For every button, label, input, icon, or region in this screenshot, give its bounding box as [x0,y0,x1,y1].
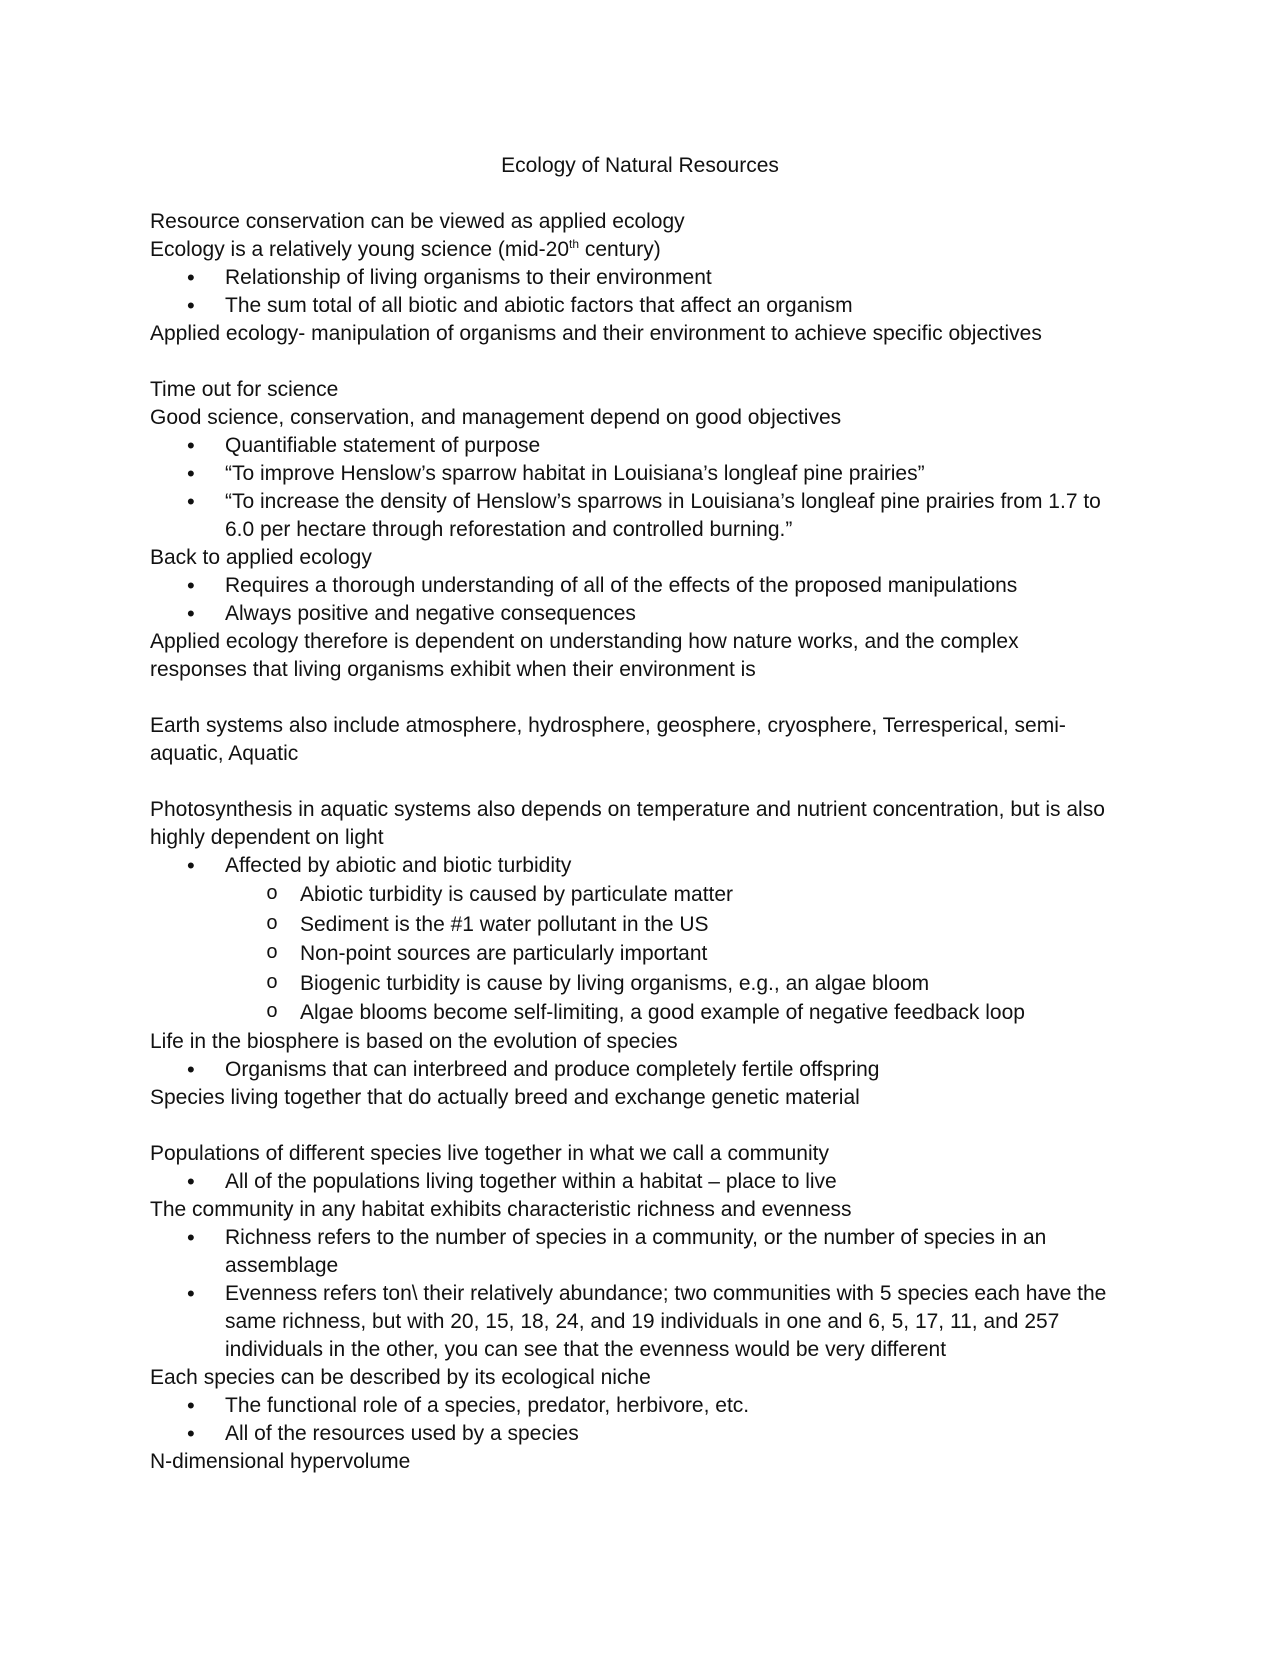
paragraph: Applied ecology therefore is dependent on understanding how nature works, and the complex responses that living organisms exhibit when their environment is [150,630,1019,681]
document-body [150,208,1120,1476]
bullet-item: • Quantifiable statement of purpose [150,432,1120,460]
bullet-list [150,1168,1120,1196]
paragraph: Applied ecology- manipulation of organisms and their environment to achieve specific objectives [150,322,1042,345]
bullet-item: • Organisms that can interbreed and produce completely fertile offspring [150,1056,1120,1084]
blank-line [150,348,1120,376]
paragraph: Life in the biosphere is based on the evolution of species [150,1029,678,1053]
bullet-list [150,1392,1120,1448]
sub-bullet-list [150,880,1120,1028]
paragraph: The community in any habitat exhibits characteristic richness and evenness [150,1197,852,1221]
bullet-item: • All of the resources used by a species [150,1420,1120,1448]
sub-bullet-item: o Algae blooms become self-limiting, a good example of negative feedback loop [150,998,1120,1028]
bullet-list [150,1224,1120,1364]
bullet-list [150,264,1120,320]
bullet-list [150,852,1120,880]
sub-bullet-item: o Non-point sources are particularly important [150,939,1120,969]
bullet-item: • Richness refers to the number of species in a community, or the number of species in an assemblage [150,1224,1120,1280]
blank-line [150,684,1120,712]
bullet-item: • Affected by abiotic and biotic turbidity [150,852,1120,880]
sub-bullet-item: o Abiotic turbidity is caused by particulate matter [150,880,1120,910]
blank-line [150,1112,1120,1140]
sub-bullet-item: o Sediment is the #1 water pollutant in the US [150,910,1120,940]
text-run: century) [579,238,661,261]
paragraph: Earth systems also include atmosphere, hydrosphere, geosphere, cryosphere, Terresperical, semi-aquatic, Aquatic [150,714,1066,765]
paragraph: Back to applied ecology [150,546,372,569]
text-run: Ecology is a relatively young science (mid-20 [150,238,570,261]
bullet-list [150,1056,1120,1084]
paragraph: Photosynthesis in aquatic systems also depends on temperature and nutrient concentration, but is also highly dependent on light [150,798,1105,849]
paragraph: Good science, conservation, and management depend on good objectives [150,406,842,429]
superscript: th [569,237,580,251]
bullet-item: • The sum total of all biotic and abiotic factors that affect an organism [150,292,1120,320]
paragraph: Resource conservation can be viewed as applied ecology [150,210,685,233]
paragraph: Populations of different species live together in what we call a community [150,1141,829,1165]
bullet-item: • The functional role of a species, predator, herbivore, etc. [150,1392,1120,1420]
bullet-list [150,432,1120,544]
bullet-item: • Always positive and negative consequences [150,600,1120,628]
blank-line [150,768,1120,796]
paragraph: Each species can be described by its ecological niche [150,1365,651,1389]
paragraph [150,236,1120,264]
paragraph: Time out for science [150,378,339,401]
bullet-item: • Requires a thorough understanding of all of the effects of the proposed manipulations [150,572,1120,600]
bullet-item: • “To improve Henslow’s sparrow habitat in Louisiana’s longleaf pine prairies” [150,460,1120,488]
bullet-item: • Evenness refers ton\ their relatively abundance; two communities with 5 species each have the same richness, but with 20, 15, 18, 24, and 19 individuals in one and 6, 5, 17, 11, and 257 individuals in the other, you can see that the evenness would be very different [150,1280,1120,1364]
bullet-item: • “To increase the density of Henslow’s sparrows in Louisiana’s longleaf pine prairies from 1.7 to 6.0 per hectare through reforestation and controlled burning.” [150,488,1120,544]
paragraph: N-dimensional hypervolume [150,1449,411,1473]
bullet-item: • Relationship of living organisms to their environment [150,264,1120,292]
bullet-list [150,572,1120,628]
document-title: Ecology of Natural Resources [501,154,779,177]
paragraph: Species living together that do actually breed and exchange genetic material [150,1085,860,1109]
sub-bullet-item: o Biogenic turbidity is cause by living organisms, e.g., an algae bloom [150,969,1120,999]
bullet-item: • All of the populations living together within a habitat – place to live [150,1168,1120,1196]
